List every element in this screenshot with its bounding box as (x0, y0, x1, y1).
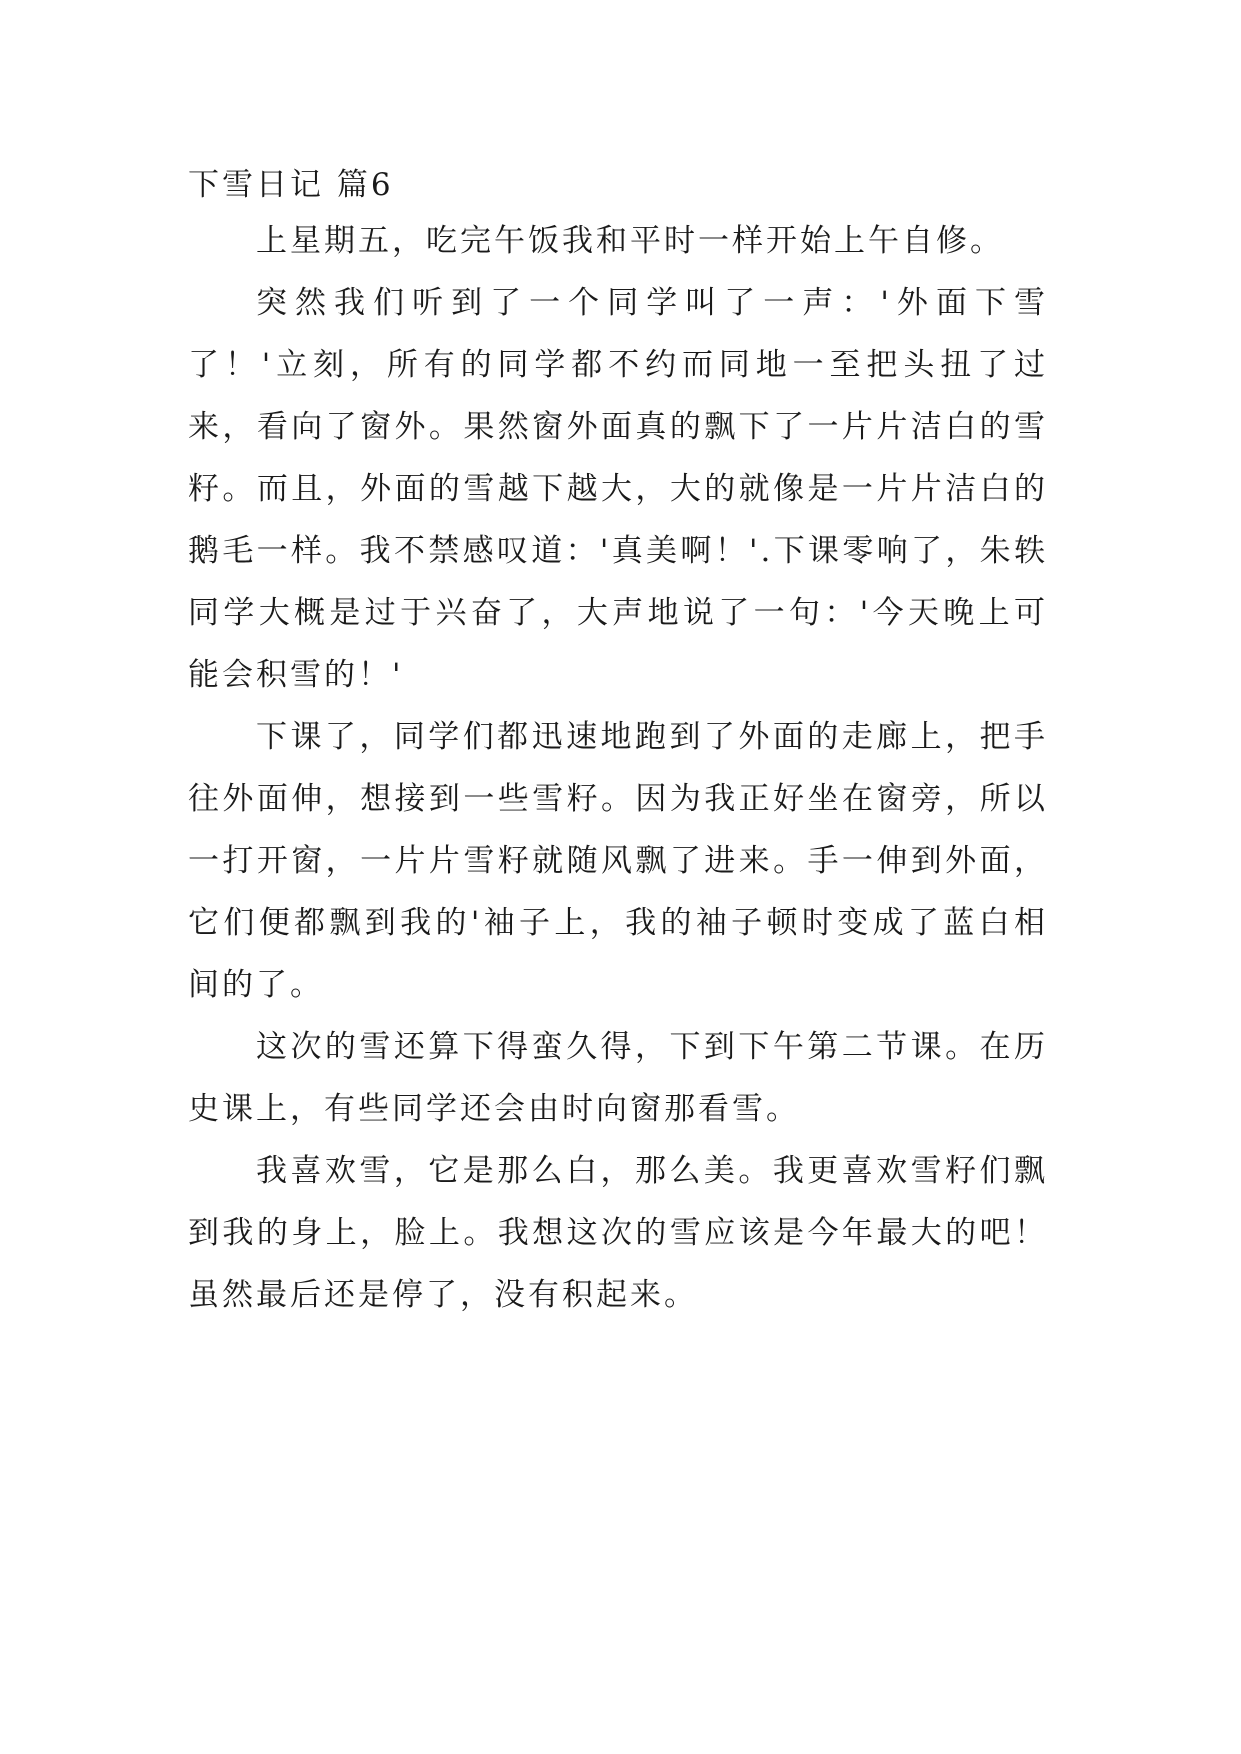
paragraph: 这次的雪还算下得蛮久得，下到下午第二节课。在历史课上，有些同学还会由时向窗那看雪。 (188, 1029, 1048, 1127)
paragraph: 我喜欢雪，它是那么白，那么美。我更喜欢雪籽们飘到我的身上，脸上。我想这次的雪应该是今年最大的吧！虽然最后还是停了，没有积起来。 (188, 1153, 1048, 1313)
paragraph: 下课了，同学们都迅速地跑到了外面的走廊上，把手往外面伸，想接到一些雪籽。因为我正好坐在窗旁，所以一打开窗，一片片雪籽就随风飘了进来。手一伸到外面，它们便都飘到我的'袖子上，我的袖子顿时变成了蓝白相间的了。 (188, 719, 1048, 1003)
document-title: 下雪日记 篇6 (188, 167, 394, 203)
paragraph: 突然我们听到了一个同学叫了一声：'外面下雪了！'立刻，所有的同学都不约而同地一至把头扭了过来，看向了窗外。果然窗外面真的飘下了一片片洁白的雪籽。而且，外面的雪越下越大，大的就像是一片片洁白的鹅毛一样。我不禁感叹道：'真美啊！'.下课零响了，朱轶同学大概是过于兴奋了，大声地说了一句：'今天晚上可能会积雪的！' (188, 285, 1048, 693)
document-body (188, 160, 1048, 1326)
paragraph: 上星期五，吃完午饭我和平时一样开始上午自修。 (256, 223, 1004, 259)
